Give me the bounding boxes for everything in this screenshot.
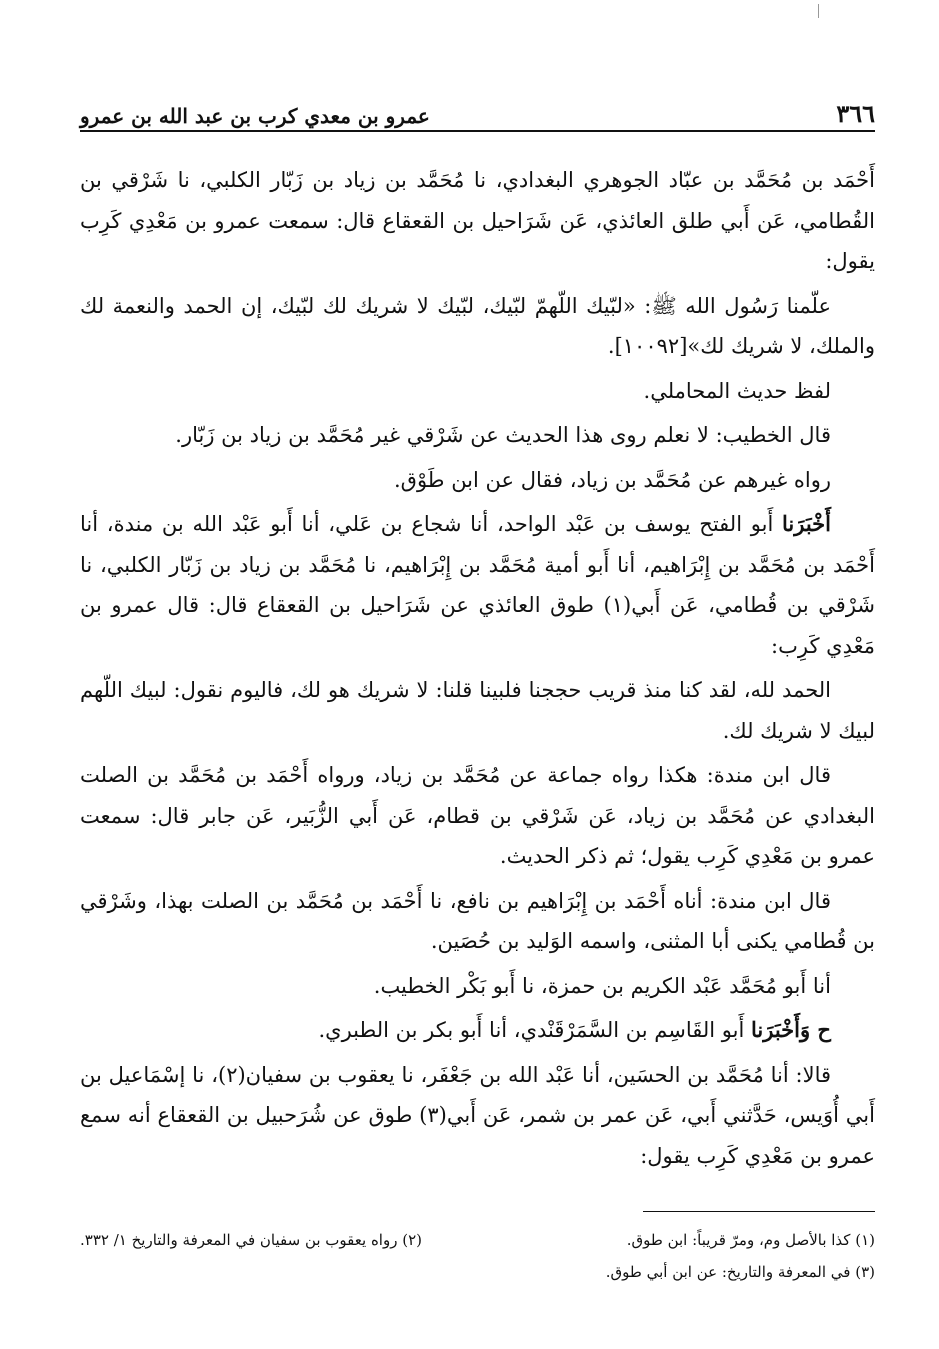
main-text [80, 160, 875, 1180]
footnote-1: (١) كذا بالأصل وم، ومرّ قريباً: ابن طوق. [626, 1231, 875, 1249]
footnotes [80, 1224, 875, 1288]
scan-mark [818, 4, 819, 18]
paragraph-9: قال ابن مندة: أناه أَحْمَد بن إِبْرَاهيم بن نافع، نا أَحْمَد بن مُحَمَّد بن الصلت بهذا، وشَرْقي بن قُطامي يكنى أبا المثنى، واسمه الوَليد بن حُصَين. [80, 888, 875, 953]
paragraph-7: الحمد لله، لقد كنا منذ قريب حججنا فلبينا قلنا: لا شريك هو لك، فاليوم نقول: لبيك اللّهم لبيك لا شريك لك. [80, 678, 875, 743]
paragraph-11 [80, 1010, 875, 1051]
wa-akhbarana-keyword: ح وَأَخْبَرَنا [751, 1017, 831, 1042]
footnote-3: (٣) في المعرفة والتاريخ: عن ابن أبي طوق. [605, 1263, 875, 1281]
footnote-row-2 [80, 1256, 875, 1288]
page-header [80, 92, 875, 132]
footnote-2: (٢) رواه يعقوب بن سفيان في المعرفة والتاريخ ١/ ٣٣٢. [80, 1231, 422, 1249]
paragraph-2: علّمنا رَسُول الله ﷺ: «لبّيك اللّهمّ لبّيك، لبّيك لا شريك لك لبّيك، إن الحمد والنعمة لك والملك، لا شريك لك»[١٠٠٩٢]. [80, 293, 875, 358]
paragraph-11-text: أَبو القَاسِم بن السَّمَرْقَنْدي، أنا أَبو بكر بن الطبري. [318, 1018, 751, 1042]
paragraph-8: قال ابن مندة: هكذا رواه جماعة عن مُحَمَّد بن زياد، ورواه أَحْمَد بن مُحَمَّد بن الصلت البغدادي عن مُحَمَّد بن زياد، عَن شَرْقي بن قطام، عَن أَبي الزُّبَير، عَن جابر قال: سمعت عمرو بن مَعْدِي كَرِب يقول؛ ثم ذكر الحديث. [80, 763, 875, 868]
paragraph-5: رواه غيرهم عن مُحَمَّد بن زياد، فقال عن ابن طَوْق. [393, 467, 831, 492]
paragraph-6-text: أَبو الفتح يوسف بن عَبْد الواحد، أنا شجاع بن عَلي، أنا أَبو عَبْد الله بن مندة، أنا أَحْمَد بن مُحَمَّد بن إِبْرَاهيم، أنا أَبو أمية مُحَمَّد بن إِبْرَاهيم، نا مُحَمَّد بن زياد بن زَبّار الكلبي، نا شَرْقي بن قُطامي، عَن أَبي(١) طوق العائذي عن شَرَاحيل بن القعقاع قال: قال عمرو بن مَعْدِي كَرِب: [80, 512, 875, 658]
page-number: ٣٦٦ [836, 99, 875, 128]
paragraph-10: أنا أَبو مُحَمَّد عَبْد الكريم بن حمزة، نا أَبو بَكْر الخطيب. [373, 973, 831, 998]
akhbarana-keyword: أَخْبَرَنا [782, 511, 831, 536]
paragraph-4: قال الخطيب: لا نعلم روى هذا الحديث عن شَرْقي غير مُحَمَّد بن زياد بن زَبّار. [175, 423, 831, 447]
paragraph-12: قالا: أنا مُحَمَّد بن الحسَين، أنا عَبْد الله بن جَعْفَر، نا يعقوب بن سفيان(٢)، نا إسْمَاعيل بن أَبي أُوَيس، حَدَّثني أَبي، عَن عمر بن شمر، عَن أَبي(٣) طوق عن شُرَحبيل بن القعقاع أنه سمع عمرو بن مَعْدِي كَرِب يقول: [80, 1062, 875, 1168]
footnote-row-1 [80, 1224, 875, 1256]
paragraph-3: لفظ حديث المحاملي. [643, 378, 831, 403]
running-title: عمرو بن معدي كرب بن عبد الله بن عمرو [80, 104, 430, 128]
paragraph-1: أَحْمَد بن مُحَمَّد بن عبّاد الجوهري البغدادي، نا مُحَمَّد بن زياد بن زَبّار الكلبي، نا شَرْقي بن القُطامي، عَن أَبي طلق العائذي، عَن شَرَاحيل بن القعقاع قال: سمعت عمرو بن مَعْدِي كَرِب يقول: [80, 168, 875, 273]
footnote-divider [643, 1211, 875, 1212]
paragraph-6 [80, 504, 875, 666]
